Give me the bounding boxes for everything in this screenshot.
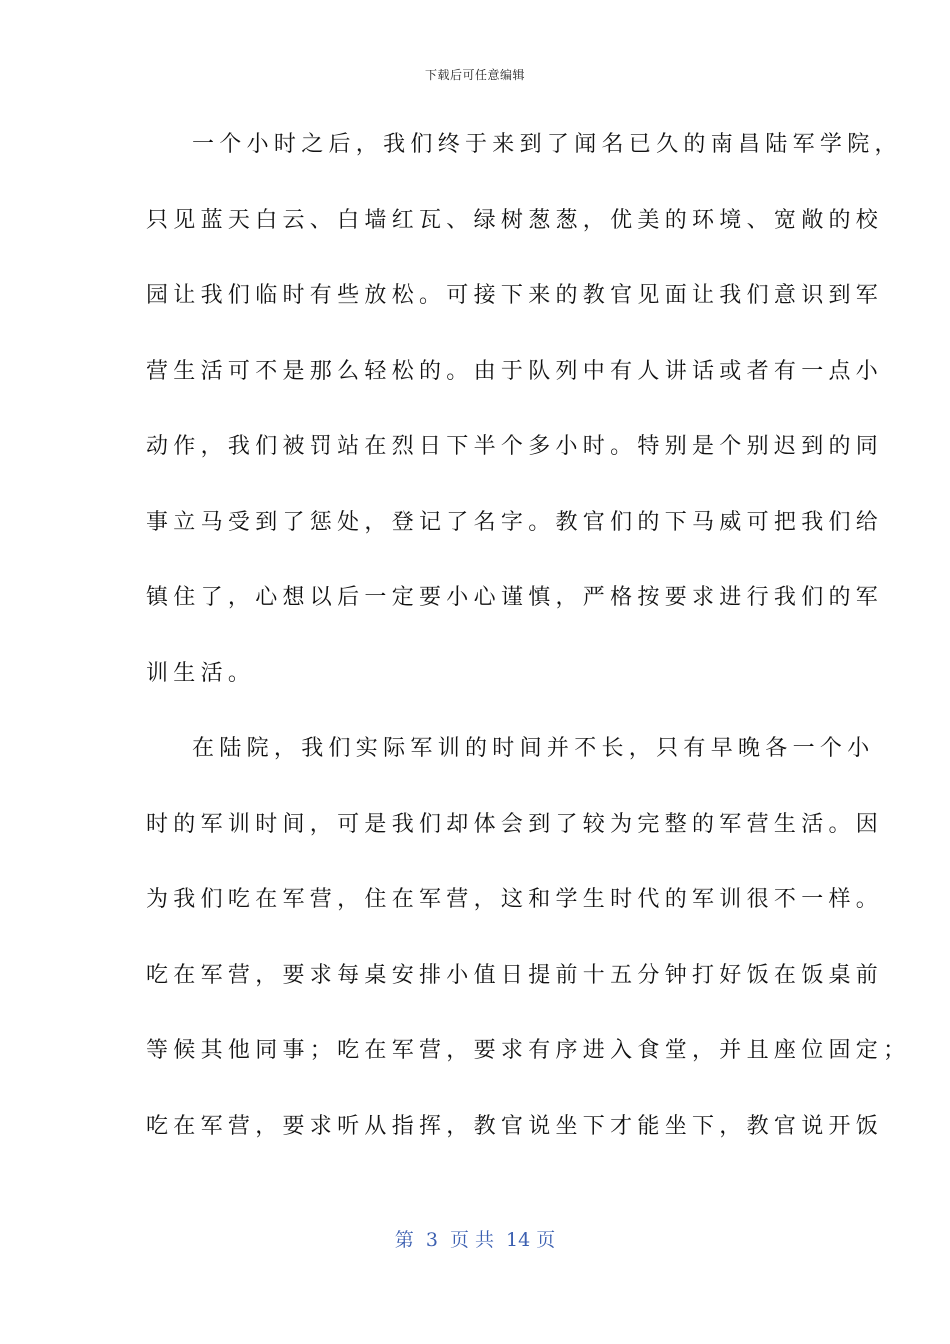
footer-page-number: 3 — [425, 1229, 438, 1251]
footer-mid: 页 共 — [449, 1229, 494, 1251]
footer-total-pages: 14 — [506, 1229, 531, 1251]
paragraph-line: 动作，我们被罚站在烈日下半个多小时。特别是个别迟到的同 — [146, 434, 884, 459]
paragraph-line: 等候其他同事；吃在军营，要求有序进入食堂，并且座位固定； — [146, 1038, 911, 1063]
paragraph-line: 吃在军营，要求每桌安排小值日提前十五分钟打好饭在饭桌前 — [146, 962, 884, 988]
paragraph-line: 园让我们临时有些放松。可接下来的教官见面让我们意识到军 — [146, 283, 884, 308]
header-note: 下载后可任意编辑 — [424, 68, 525, 82]
paragraph-line: 在陆院，我们实际军训的时间并不长，只有早晚各一个小 — [192, 736, 875, 761]
paragraph-line: 营生活可不是那么轻松的。由于队列中有人讲话或者有一点小 — [146, 358, 884, 384]
footer-prefix: 第 — [394, 1229, 414, 1251]
paragraph-line: 事立马受到了惩处，登记了名字。教官们的下马威可把我们给 — [146, 509, 884, 535]
document-body — [146, 120, 911, 1177]
paragraph-line: 镇住了，心想以后一定要小心谨慎，严格按要求进行我们的军 — [146, 585, 884, 610]
paragraph-line: 时的军训时间，可是我们却体会到了较为完整的军营生活。因 — [146, 811, 884, 837]
paragraph-line: 训生活。 — [146, 660, 256, 686]
paragraph-line: 一个小时之后，我们终于来到了闻名已久的南昌陆军学院， — [192, 132, 902, 157]
paragraph-line: 吃在军营，要求听从指挥，教官说坐下才能坐下，教官说开饭 — [146, 1113, 884, 1139]
paragraph-line: 只见蓝天白云、白墙红瓦、绿树葱葱，优美的环境、宽敞的校 — [146, 207, 884, 233]
paragraph-line: 为我们吃在军营，住在军营，这和学生时代的军训很不一样。 — [146, 887, 884, 912]
footer-suffix: 页 — [536, 1229, 556, 1251]
page-footer — [0, 1225, 950, 1252]
